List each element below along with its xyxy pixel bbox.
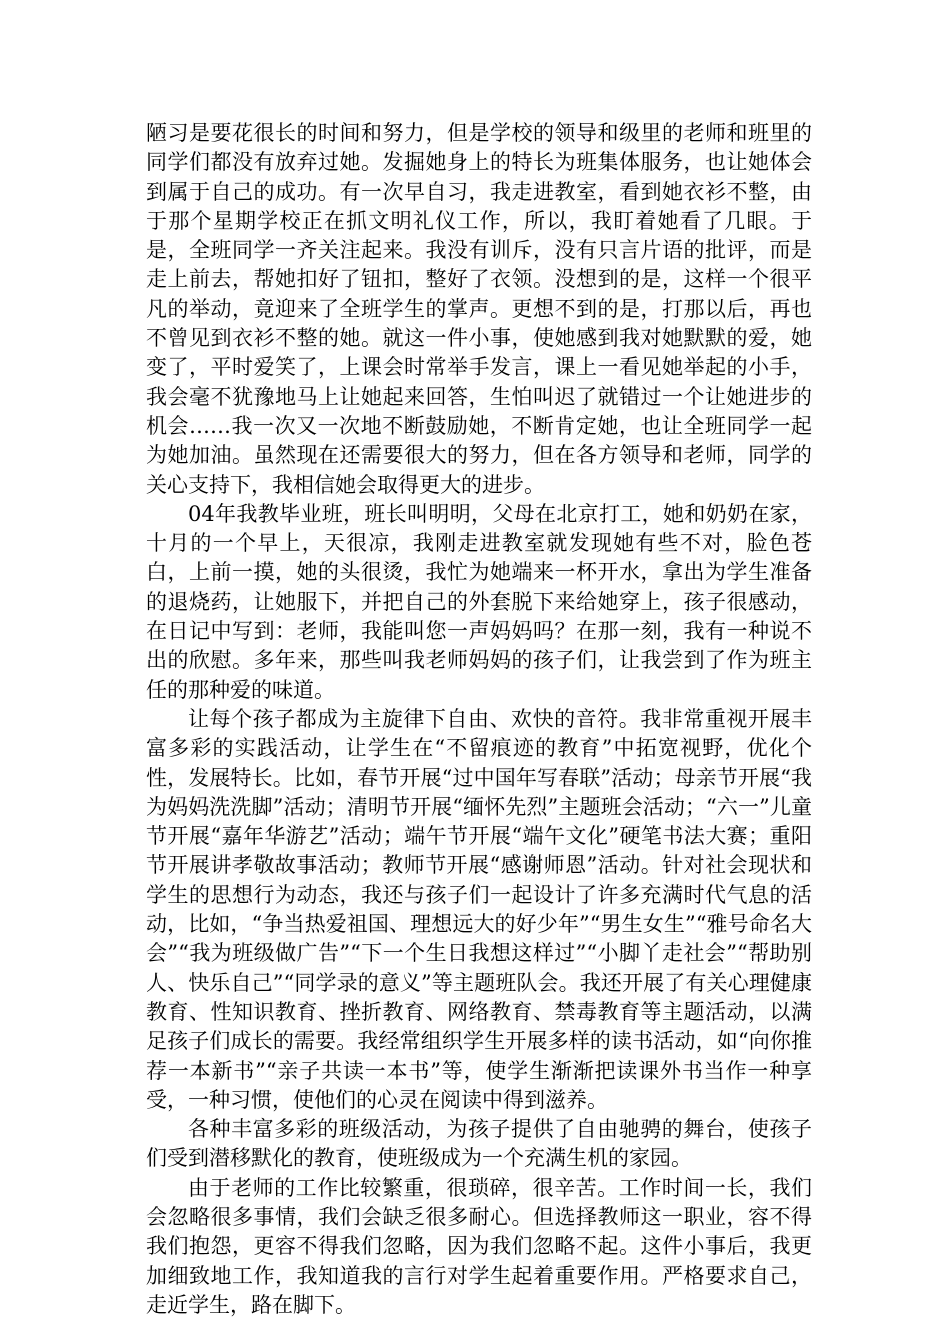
paragraph-3: 让每个孩子都成为主旋律下自由、欢快的音符。我非常重视开展丰富多彩的实践活动，让学生在“不留痕迹的教育”中拓宽视野，优化个性，发展特长。比如，春节开展“过中国年写春联”活动；母亲节开展“我为妈妈洗洗脚”活动；清明节开展“缅怀先烈”主题班会活动；“六一”儿童节开展“嘉年华游艺”活动；端午节开展“端午文化”硬笔书法大赛；重阳节开展讲孝敬故事活动；教师节开展“感谢师恩”活动。针对社会现状和学生的思想行为动态，我还与孩子们一起设计了许多充满时代气息的活动，比如，“争当热爱祖国、理想远大的好少年”“男生女生”“雅号命名大会”“我为班级做广告”“下一个生日我想这样过”“小脚丫走社会”“帮助别人、快乐自己”“同学录的意义”等主题班队会。我还开展了有关心理健康教育、性知识教育、挫折教育、网络教育、禁毒教育等主题活动，以满足孩子们成长的需要。我经常组织学生开展多样的读书活动，如“向你推荐一本新书”“亲子共读一本书”等，使学生渐渐把读课外书当作一种享受，一种习惯，使他们的心灵在阅读中得到滋养。 [146, 706, 812, 1112]
paragraph-5: 由于老师的工作比较繁重，很琐碎，很辛苦。工作时间一长，我们会忽略很多事情，我们会缺乏很多耐心。但选择教师这一职业，容不得我们抱怨，更容不得我们忽略，因为我们忽略不起。这件小事后，我更加细致地工作，我知道我的言行对学生起着重要作用。严格要求自己，走近学生，路在脚下。 [146, 1175, 812, 1317]
paragraph-1: 陋习是要花很长的时间和努力，但是学校的领导和级里的老师和班里的同学们都没有放弃过她。发掘她身上的特长为班集体服务，也让她体会到属于自己的成功。有一次早自习，我走进教室，看到她衣衫不整，由于那个星期学校正在抓文明礼仪工作，所以，我盯着她看了几眼。于是，全班同学一齐关注起来。我没有训斥，没有只言片语的批评，而是走上前去，帮她扣好了钮扣，整好了衣领。没想到的是，这样一个很平凡的举动，竟迎来了全班学生的掌声。更想不到的是，打那以后，再也不曾见到衣衫不整的她。就这一件小事，使她感到我对她默默的爱，她变了，平时爱笑了，上课会时常举手发言，课上一看见她举起的小手，我会毫不犹豫地马上让她起来回答，生怕叫迟了就错过一个让她进步的机会……我一次又一次地不断鼓励她，不断肯定她，也让全班同学一起为她加油。虽然现在还需要很大的努力，但在各方领导和老师，同学的关心支持下，我相信她会取得更大的进步。 [146, 121, 812, 497]
paragraph-4: 各种丰富多彩的班级活动，为孩子提供了自由驰骋的舞台，使孩子们受到潜移默化的教育，使班级成为一个充满生机的家园。 [146, 1117, 812, 1171]
document-body [146, 119, 812, 1320]
paragraph-2: 04年我教毕业班，班长叫明明，父母在北京打工，她和奶奶在家，十月的一个早上，天很凉，我刚走进教室就发现她有些不对，脸色苍白，上前一摸，她的头很烫，我忙为她端来一杯开水，拿出为学生准备的退烧药，让她服下，并把自己的外套脱下来给她穿上，孩子很感动，在日记中写到：老师，我能叫您一声妈妈吗？在那一刻，我有一种说不出的欣慰。多年来，那些叫我老师妈妈的孩子们，让我尝到了作为班主任的那种爱的味道。 [146, 501, 812, 702]
